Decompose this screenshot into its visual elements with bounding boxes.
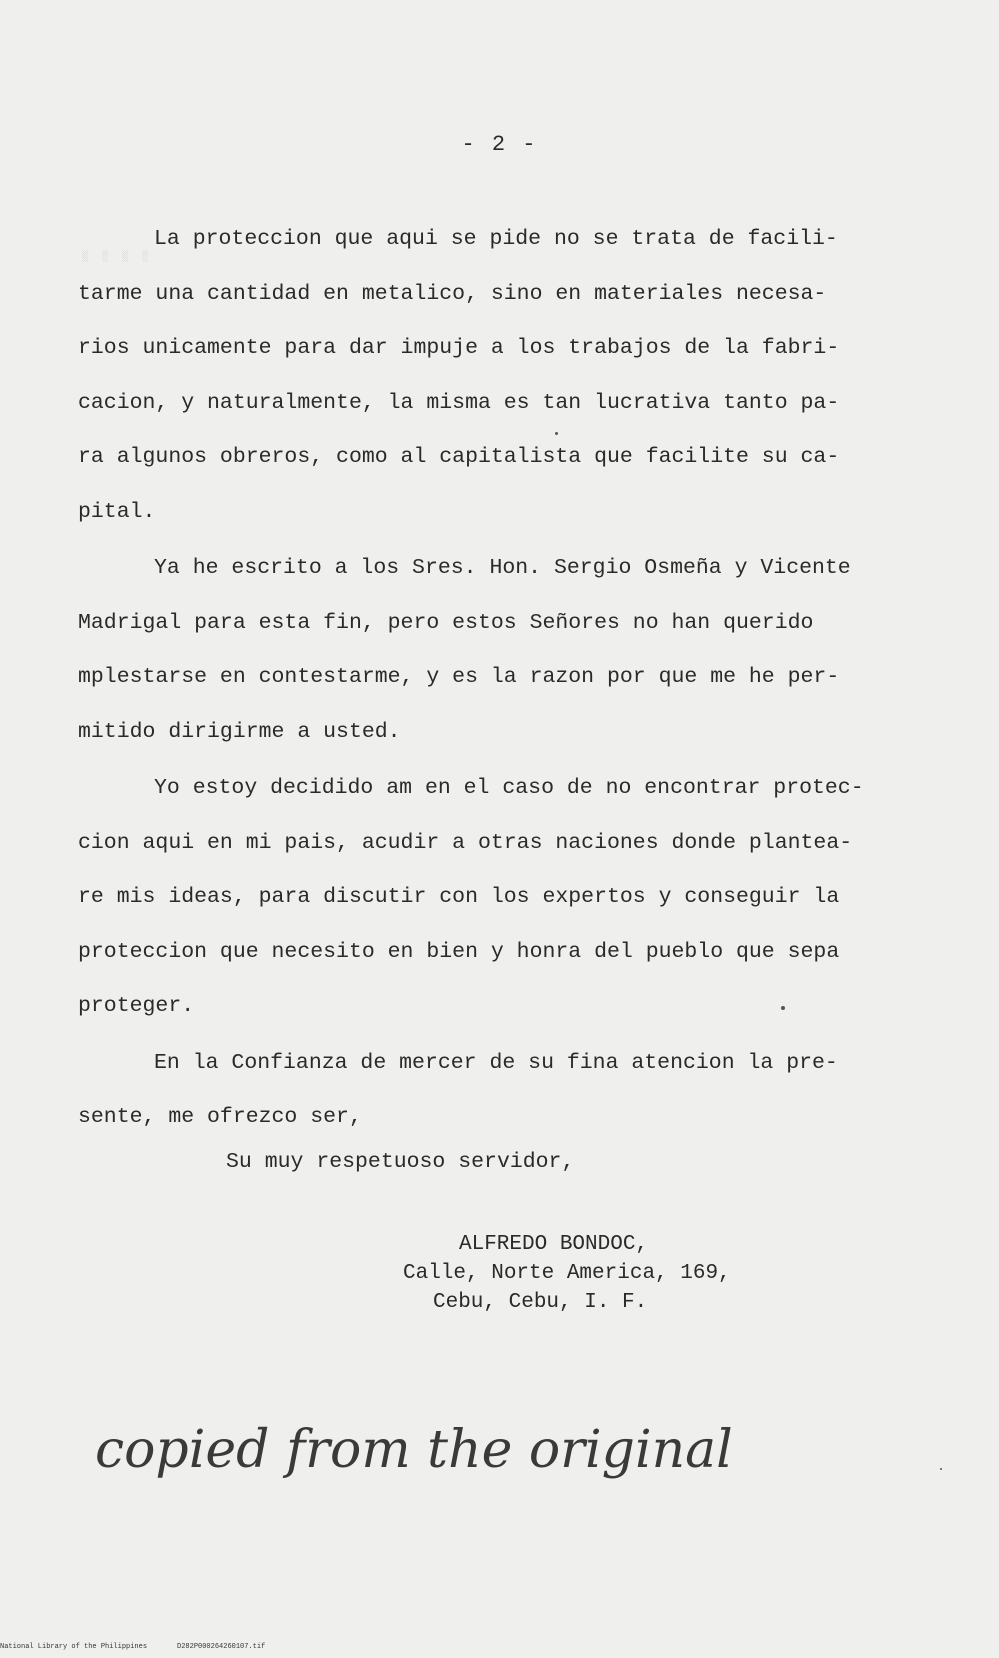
signer-address: Calle, Norte America, 169, <box>403 1262 731 1285</box>
text-line: La proteccion que aqui se pide no se trata de facili- <box>154 227 838 251</box>
signer-city: Cebu, Cebu, I. F. <box>433 1291 648 1314</box>
paragraph-4 <box>78 1036 938 1145</box>
text-line: cacion, y naturalmente, la misma es tan lucrativa tanto pa- <box>78 390 840 415</box>
text-line: mplestarse en contestarme, y es la razon por que me he per- <box>78 665 840 689</box>
text-line: mitido dirigirme a usted. <box>78 719 401 744</box>
ink-speck <box>555 432 558 435</box>
text-line: rios unicamente para dar impuje a los trabajos de la fabri- <box>78 336 840 360</box>
footer-file: D282P000264260107.tif <box>177 1643 266 1651</box>
signer-name: ALFREDO BONDOC, <box>459 1233 649 1256</box>
text-line: ra algunos obreros, como al capitalista que facilite su ca- <box>78 445 840 469</box>
handwritten-note-text: copied from the original <box>95 1420 733 1480</box>
paragraph-2 <box>78 541 938 759</box>
text-line: proteccion que necesito en bien y honra del pueblo que sepa <box>78 939 840 964</box>
footer-library: National Library of the Philippines <box>0 1643 148 1651</box>
ink-speck <box>940 1468 942 1470</box>
page-number: - 2 - <box>461 132 538 157</box>
handwritten-note <box>95 1405 855 1495</box>
bleed-through-marks: ░ ░ ░ ░ <box>82 252 153 263</box>
closing-salutation: Su muy respetuoso servidor, <box>226 1150 575 1174</box>
text-line: re mis ideas, para discutir con los expertos y conseguir la <box>78 885 840 909</box>
paragraph-3 <box>78 761 938 1034</box>
text-line: Madrigal para esta fin, pero estos Señores no han querido <box>78 610 814 635</box>
ink-speck <box>781 1006 785 1010</box>
scan-footer <box>0 1643 999 1658</box>
text-line: proteger. <box>78 994 195 1018</box>
text-line: En la Confianza de mercer de su fina atencion la pre- <box>154 1050 838 1075</box>
text-line: Ya he escrito a los Sres. Hon. Sergio Osmeña y Vicente <box>154 556 851 580</box>
signature-block <box>403 1230 731 1317</box>
text-line: Yo estoy decidido am en el caso de no encontrar protec- <box>154 776 864 800</box>
paragraph-1 <box>78 212 938 539</box>
text-line: cion aqui en mi pais, acudir a otras naciones donde plantea- <box>78 830 853 855</box>
text-line: tarme una cantidad en metalico, sino en materiales necesa- <box>78 281 827 306</box>
text-line: pital. <box>78 499 156 524</box>
text-line: sente, me ofrezco ser, <box>78 1105 362 1129</box>
letter-body <box>78 212 938 1145</box>
